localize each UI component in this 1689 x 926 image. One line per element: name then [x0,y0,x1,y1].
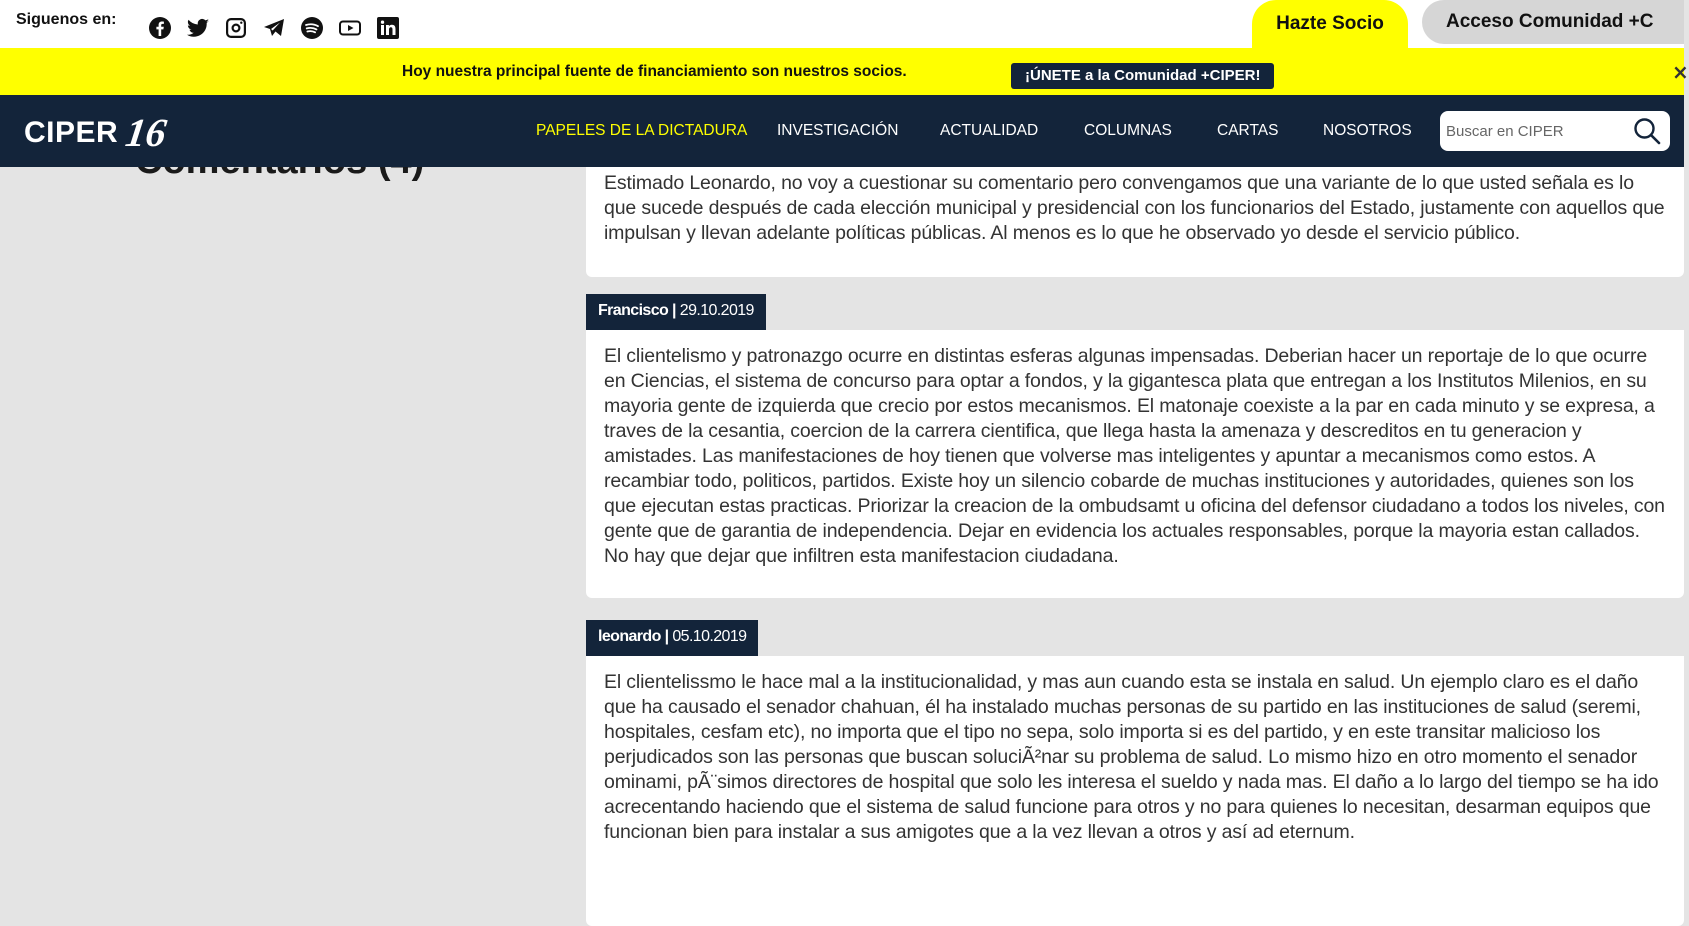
banner-text: Hoy nuestra principal fuente de financiamiento son nuestros socios. [402,63,907,80]
comment-card [586,330,1684,598]
join-community-button[interactable]: ¡ÚNETE a la Comunidad +CIPER! [1011,63,1274,89]
twitter-icon[interactable] [186,16,210,40]
comment-author-tag [586,620,758,656]
nav-item-cartas[interactable]: CARTAS [1217,122,1279,139]
nav-item-nosotros[interactable]: NOSOTROS [1323,122,1412,139]
social-bar [0,0,1684,48]
search-input[interactable] [1446,119,1626,143]
follow-label: Siguenos en: [16,11,117,28]
anniversary-badge: 16 [123,110,170,155]
comment-author: leonardo | [598,628,669,645]
youtube-icon[interactable] [338,16,362,40]
spotify-icon[interactable] [300,16,324,40]
nav-item-investigacion[interactable]: INVESTIGACIÓN [777,122,899,139]
comment-text: El clientelismo y patronazgo ocurre en distintas esferas algunas impensadas. Deberian hacer un reportaje de lo que ocurre en Ciencias, el sistema de concurso para optar a fondos, y la gigantesca plata que entregan a los Institutos Milenios, en su mayoria gente de izquierda que crecio por estos mecanismos. El matonaje coexiste a la par en cada minuto y se expresa, a traves de la cesantia, coercion de la carrera cientifica, que llega hasta la amenaza y descreditos en tu generacion y amistades. Las manifestaciones de hoy tienen que volverse mas inteligentes y apuntar a mecanismos como estos. A recambiar todo, politicos, partidos. Existe hoy un silencio cobarde de muchas instituciones y autoridades, quienes son los que ejecutan estas practicas. Priorizar la creacion de la ombudsamt u oficina del defensor ciudadano a todos los niveles, con gente que de garantia de independencia. Dejar en evidencia los actuales responsables, porque la mayoria estan callados. No hay que dejar que infiltren esta manifestacion ciudadana. [604,345,1665,567]
social-links [148,16,400,40]
comment-card [586,167,1684,277]
nav-item-columnas[interactable]: COLUMNAS [1084,122,1172,139]
hazte-socio-button[interactable]: Hazte Socio [1252,0,1408,48]
support-banner [0,48,1689,95]
telegram-icon[interactable] [262,16,286,40]
comment-text: Estimado Leonardo, no voy a cuestionar su comentario pero convengamos que una variante de lo que usted señala es lo que sucede después de cada elección municipal y presidencial con los funcionarios del Estado, justamente con aquellos que impulsan y llevan adelante políticas públicas. Al menos es lo que he observado yo desde el servicio público. [604,172,1665,244]
close-icon[interactable]: × [1672,60,1689,84]
search-box [1440,111,1670,151]
comment-date: 05.10.2019 [668,628,747,645]
acceso-comunidad-button[interactable]: Acceso Comunidad +C [1422,0,1684,44]
logo-text: CIPER [24,116,119,149]
search-icon[interactable] [1632,116,1662,146]
comment-date: 29.10.2019 [675,302,754,319]
comment-author-tag [586,294,766,330]
comment-text: El clientelissmo le hace mal a la institucionalidad, y mas aun cuando esta se instala en salud. Un ejemplo claro es el daño que ha causado el senador chahuan, él ha instalado muchas personas de su partido en las instituciones de salud (seremi, hospitales, cesfam etc), no importa que el tipo no sepa, solo importa si es del partido, y en este transitar malicioso los perjudicados son las personas que buscan soluciÃ²nar su problema de salud. Lo mismo hizo en otro momento el senador ominami, pÃ¨simos directores de hospital que solo les interesa el sueldo y nada mas. El daño a lo largo del tiempo se ha ido acrecentando haciendo que el sistema de salud funcione para otros y no para quienes lo necesitan, desarman equipos que funcionan bien para instalar a sus amigotes que a la vez llevan a otros y así ad eternum. [604,671,1659,843]
facebook-icon[interactable] [148,16,172,40]
ciper-logo[interactable] [24,110,170,155]
comment-card [586,656,1684,926]
comment-author: Francisco | [598,302,676,319]
nav-item-actualidad[interactable]: ACTUALIDAD [940,122,1039,139]
main-nav [0,95,1684,167]
nav-item-papeles-dictadura[interactable]: PAPELES DE LA DICTADURA [536,122,748,139]
instagram-icon[interactable] [224,16,248,40]
linkedin-icon[interactable] [376,16,400,40]
